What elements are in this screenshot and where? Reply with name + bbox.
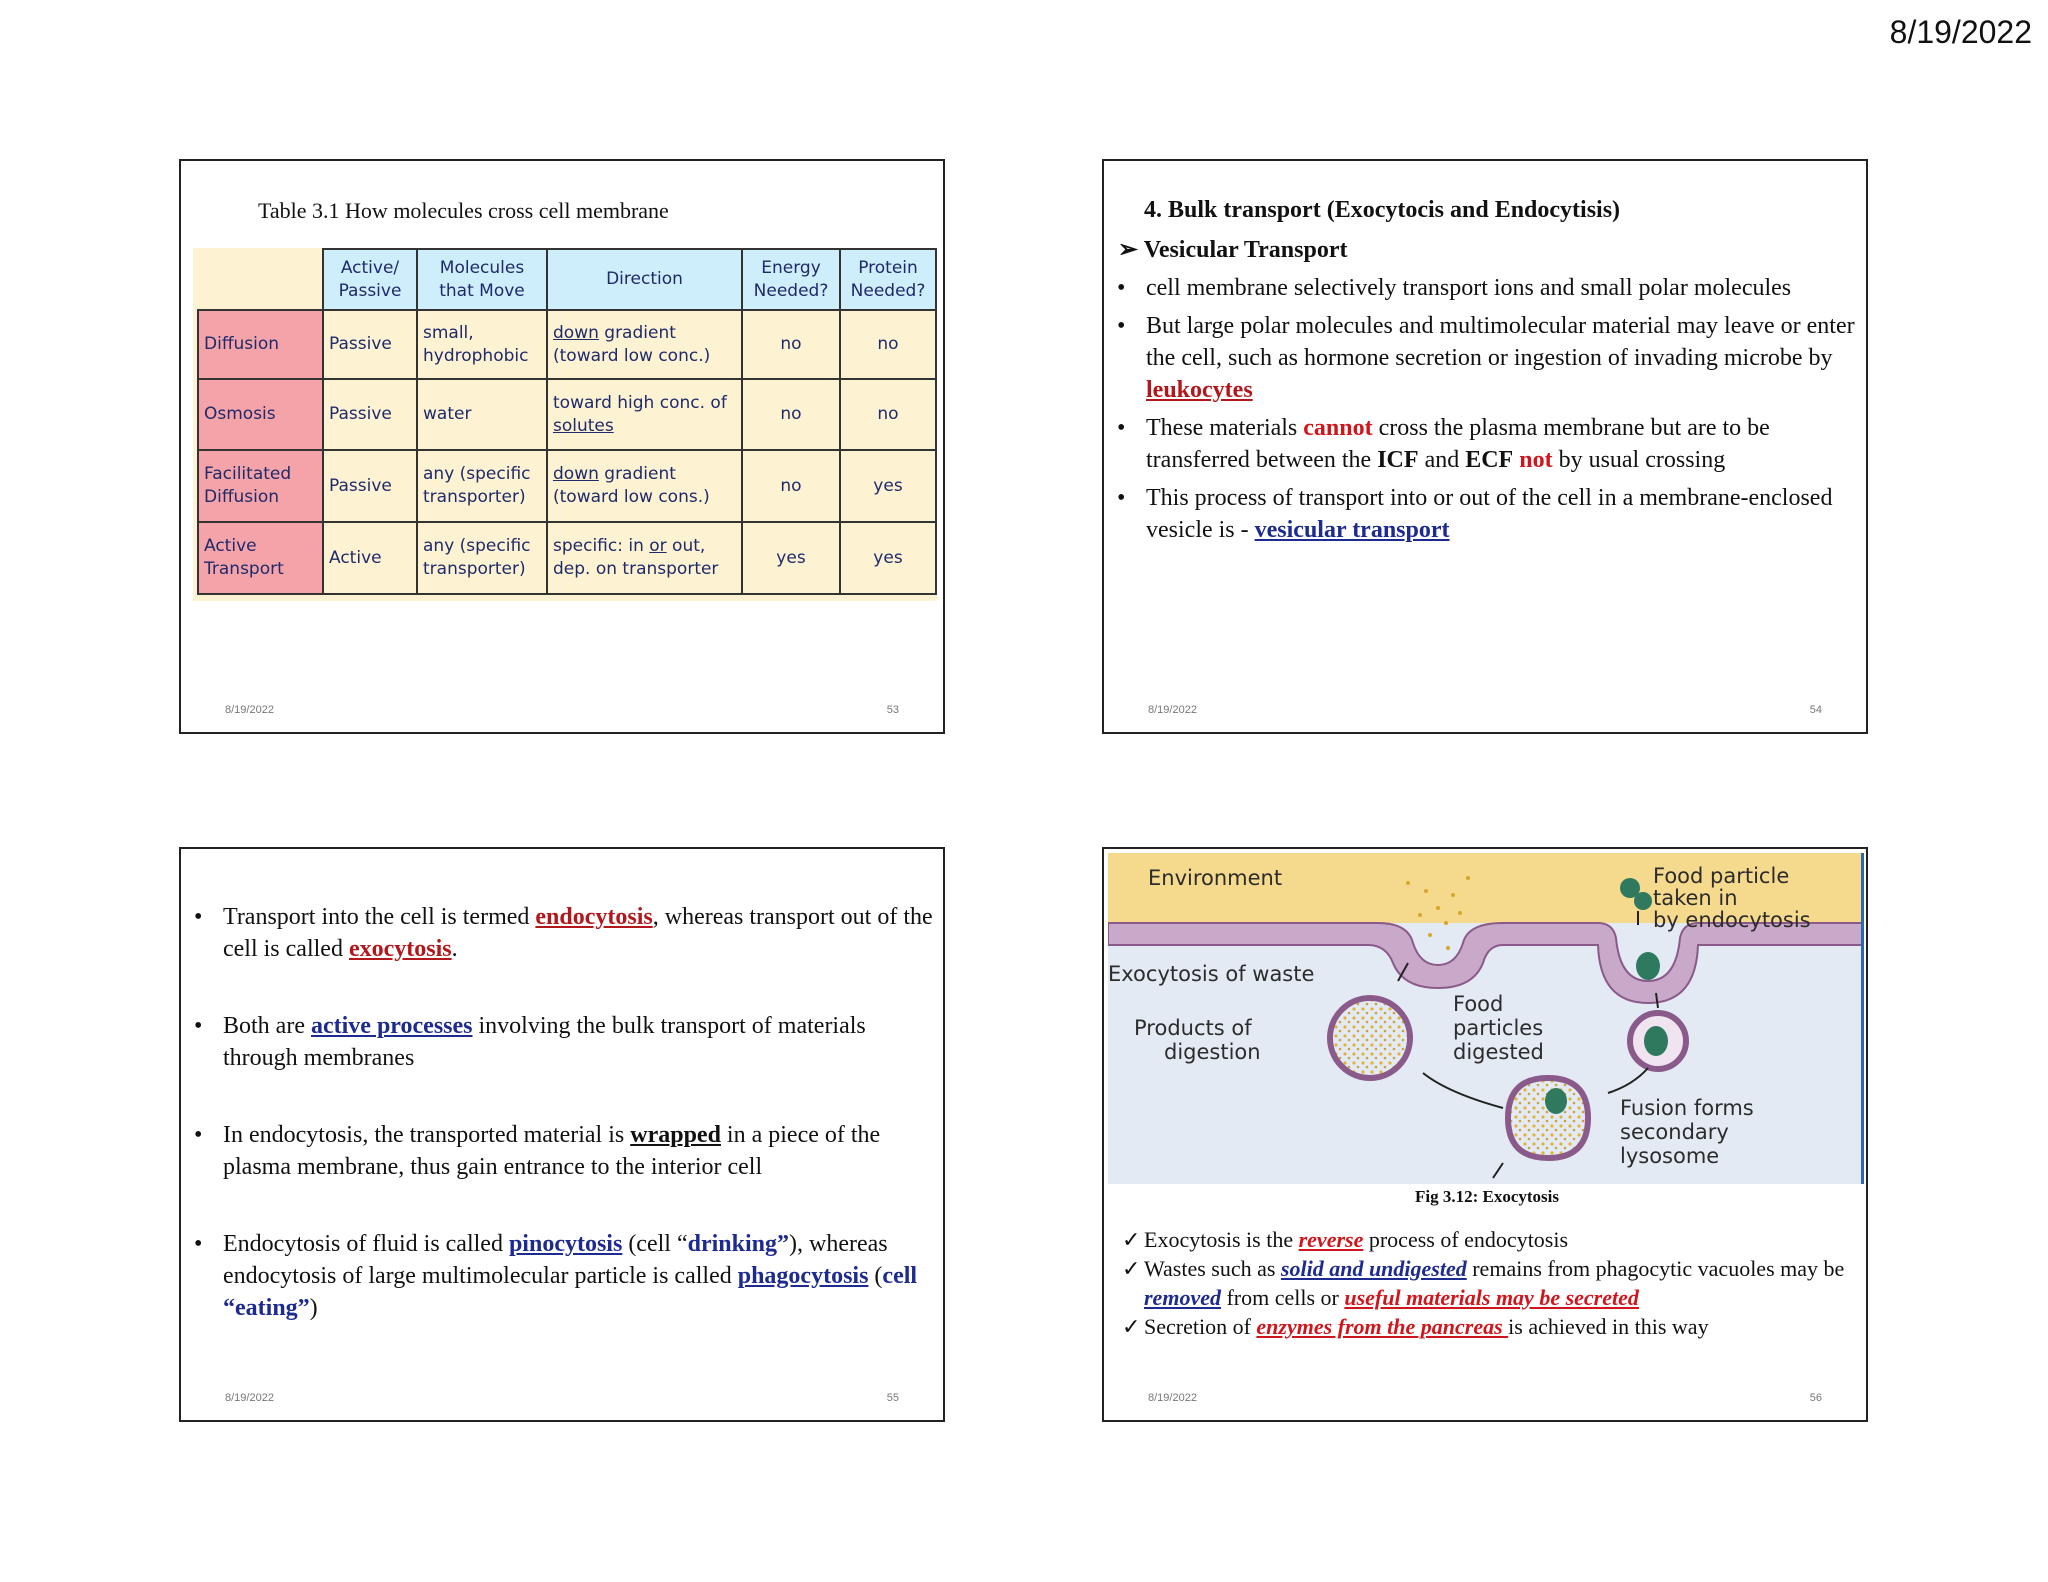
direction-underlined: solutes [553, 415, 614, 436]
term-useful-materials: useful materials may be secreted [1344, 1285, 1639, 1310]
label-products-of: Products of [1134, 1016, 1252, 1040]
row-energy: yes [742, 522, 840, 594]
row-name: Osmosis [198, 379, 323, 450]
slide-55 [179, 847, 945, 1422]
bullet-text: Secretion of [1144, 1314, 1257, 1339]
table-header-row [198, 249, 936, 310]
bullet-text: from cells or [1220, 1285, 1345, 1310]
table-row [198, 379, 936, 450]
list-item [1122, 1225, 1858, 1254]
bullet-text: Wastes such as [1144, 1256, 1281, 1281]
direction-text: specific: in [553, 536, 650, 556]
bullet-list [223, 901, 935, 1369]
bullet-text: cross the plasma membrane but are to be transferred between the [1146, 415, 1770, 473]
bullet-text: and [1418, 447, 1466, 473]
label-particles: particles [1453, 1016, 1544, 1040]
term-leukocytes: leukocytes [1146, 377, 1253, 403]
table-caption: Table 3.1 How molecules cross cell membrane [258, 198, 669, 223]
bullet-text: Transport into the cell is termed [223, 904, 536, 930]
slide-54 [1102, 159, 1868, 734]
row-name: Diffusion [198, 310, 323, 379]
direction-text: out, dep. on transporter [553, 536, 719, 579]
label-digested: digested [1453, 1040, 1544, 1064]
label-environment: Environment [1148, 866, 1283, 890]
list-item [1122, 1312, 1858, 1341]
label-exocytosis-of-waste: Exocytosis of waste [1108, 962, 1315, 986]
transport-table [197, 248, 937, 595]
term-reverse: reverse [1298, 1227, 1364, 1252]
term-pinocytosis: pinocytosis [508, 1231, 623, 1257]
row-protein: no [840, 379, 936, 450]
table-row [198, 450, 936, 522]
row-molecules: any (specific transporter) [417, 450, 547, 522]
slide-number: 55 [886, 1392, 899, 1404]
row-direction [547, 522, 742, 594]
term-enzymes-pancreas: enzymes from the pancreas [1256, 1314, 1509, 1339]
bullet-text: But large polar molecules and multimolecular material may leave or enter the cell, such as hormone secretion or ingestion of invading microbe by [1146, 313, 1855, 371]
row-type: Passive [323, 450, 417, 522]
arrow-bullet-icon: ➢ [1118, 237, 1139, 263]
label-food: Food [1453, 992, 1504, 1016]
row-molecules: small, hydrophobic [417, 310, 547, 379]
page-date: 8/19/2022 [1889, 14, 2032, 50]
term-ecf: ECF [1465, 447, 1514, 473]
label-secondary: secondary [1620, 1120, 1729, 1144]
table-row [198, 522, 936, 594]
table-background [193, 248, 937, 601]
label-fusion-forms: Fusion forms [1620, 1096, 1754, 1120]
label-digestion: digestion [1164, 1040, 1261, 1064]
bullet-list [1146, 272, 1856, 552]
label-lysosome: lysosome [1620, 1144, 1720, 1168]
bullet-text: is achieved in this way [1508, 1314, 1709, 1339]
bullet-text: ), whereas endocytosis of large multimolecular particle is called [223, 1231, 888, 1289]
slide-number: 54 [1809, 704, 1822, 716]
slide-number: 53 [886, 704, 899, 716]
bullet-text: process of endocytosis [1363, 1227, 1569, 1252]
check-icon: ✓ [1122, 1314, 1141, 1339]
figure-caption: Fig 3.12: Exocytosis [1414, 1187, 1560, 1206]
check-icon: ✓ [1122, 1256, 1141, 1281]
header-active-passive: Active/ Passive [323, 249, 417, 310]
direction-text: gradient (toward low cons.) [553, 464, 710, 507]
term-phagocytosis: phagocytosis [737, 1263, 869, 1289]
label-by-endocytosis: by endocytosis [1653, 908, 1811, 932]
bullet-text: remains from phagocytic vacuoles may be [1466, 1256, 1845, 1281]
label-taken-in: taken in [1653, 886, 1738, 910]
term-exocytosis: exocytosis [348, 936, 452, 962]
list-item [223, 1228, 935, 1324]
bullet-text: Exocytosis is the [1144, 1227, 1299, 1252]
row-protein: yes [840, 450, 936, 522]
row-direction [547, 310, 742, 379]
bullet-text: , whereas transport out of the cell is called [223, 904, 933, 962]
term-drinking: drinking” [687, 1231, 789, 1257]
list-item [223, 1010, 935, 1074]
slide-53 [179, 159, 945, 734]
slide-footer-date: 8/19/2022 [225, 704, 274, 716]
exocytosis-figure [1108, 853, 1864, 1184]
row-molecules: water [417, 379, 547, 450]
digestion-vesicle [1330, 998, 1410, 1078]
list-item [1146, 412, 1856, 476]
row-protein: no [840, 310, 936, 379]
table-corner [198, 249, 323, 310]
slide-footer-date: 8/19/2022 [1148, 704, 1197, 716]
bullet-text: This process of transport into or out of the cell in a membrane-enclosed vesicle is - [1146, 485, 1833, 543]
bullet-text: . [451, 936, 458, 962]
subtitle-text: Vesicular Transport [1143, 237, 1348, 263]
direction-text: toward high conc. of [553, 392, 727, 413]
direction-underlined: down [553, 464, 599, 484]
bullet-text: Both are [223, 1013, 311, 1039]
bullet-text: ) [309, 1295, 318, 1321]
list-item [1146, 310, 1856, 406]
row-energy: no [742, 379, 840, 450]
term-eating: cell “eating” [223, 1263, 918, 1321]
term-not: not [1519, 447, 1553, 473]
row-type: Passive [323, 379, 417, 450]
row-type: Passive [323, 310, 417, 379]
slide-56 [1102, 847, 1868, 1422]
bullet-text: by usual crossing [1552, 447, 1726, 473]
header-molecules: Molecules that Move [417, 249, 547, 310]
row-name: Active Transport [198, 522, 323, 594]
term-removed: removed [1144, 1285, 1221, 1310]
row-molecules: any (specific transporter) [417, 522, 547, 594]
row-direction [547, 379, 742, 450]
list-item [1122, 1254, 1858, 1312]
slide-footer-date: 8/19/2022 [1148, 1392, 1197, 1404]
checklist [1122, 1225, 1858, 1341]
bullet-text: Endocytosis of fluid is called [223, 1231, 509, 1257]
term-vesicular-transport: vesicular transport [1254, 517, 1450, 543]
row-type: Active [323, 522, 417, 594]
term-wrapped: wrapped [630, 1122, 721, 1148]
label-food-particle: Food particle [1653, 864, 1790, 888]
row-name: Facilitated Diffusion [198, 450, 323, 522]
row-energy: no [742, 450, 840, 522]
exocytosis-diagram [1108, 853, 1864, 1184]
slide-footer-date: 8/19/2022 [225, 1392, 274, 1404]
term-cannot: cannot [1303, 415, 1373, 441]
secondary-lysosome [1508, 1078, 1588, 1158]
slide-number: 56 [1809, 1392, 1822, 1404]
list-item [223, 1119, 935, 1183]
bullet-text: These materials [1146, 415, 1304, 441]
bullet-text: ( [868, 1263, 883, 1289]
table-row [198, 310, 936, 379]
slide-title: 4. Bulk transport (Exocytocis and Endocytisis) [1144, 197, 1621, 223]
header-energy: Energy Needed? [742, 249, 840, 310]
slide-subtitle [1118, 235, 1348, 264]
term-active-processes: active processes [310, 1013, 473, 1039]
direction-underlined: down [553, 322, 599, 343]
row-energy: no [742, 310, 840, 379]
header-protein: Protein Needed? [840, 249, 936, 310]
list-item [1146, 482, 1856, 546]
row-protein: yes [840, 522, 936, 594]
bullet-text: in a piece of the plasma membrane, thus gain entrance to the interior cell [223, 1122, 881, 1180]
direction-underlined: or [649, 536, 667, 556]
check-icon: ✓ [1122, 1227, 1141, 1252]
bullet-text: cell membrane selectively transport ions and small polar molecules [1146, 275, 1792, 301]
header-direction: Direction [547, 249, 742, 310]
bullet-text: involving the bulk transport of materials through membranes [223, 1013, 866, 1071]
term-solid-undigested: solid and undigested [1280, 1256, 1467, 1281]
term-icf: ICF [1377, 447, 1419, 473]
list-item [223, 901, 935, 965]
bullet-text: In endocytosis, the transported material is [223, 1122, 631, 1148]
direction-text: gradient (toward low conc.) [553, 322, 711, 366]
bullet-text: (cell “ [622, 1231, 688, 1257]
term-endocytosis: endocytosis [535, 904, 653, 930]
list-item [1146, 272, 1856, 304]
row-direction [547, 450, 742, 522]
